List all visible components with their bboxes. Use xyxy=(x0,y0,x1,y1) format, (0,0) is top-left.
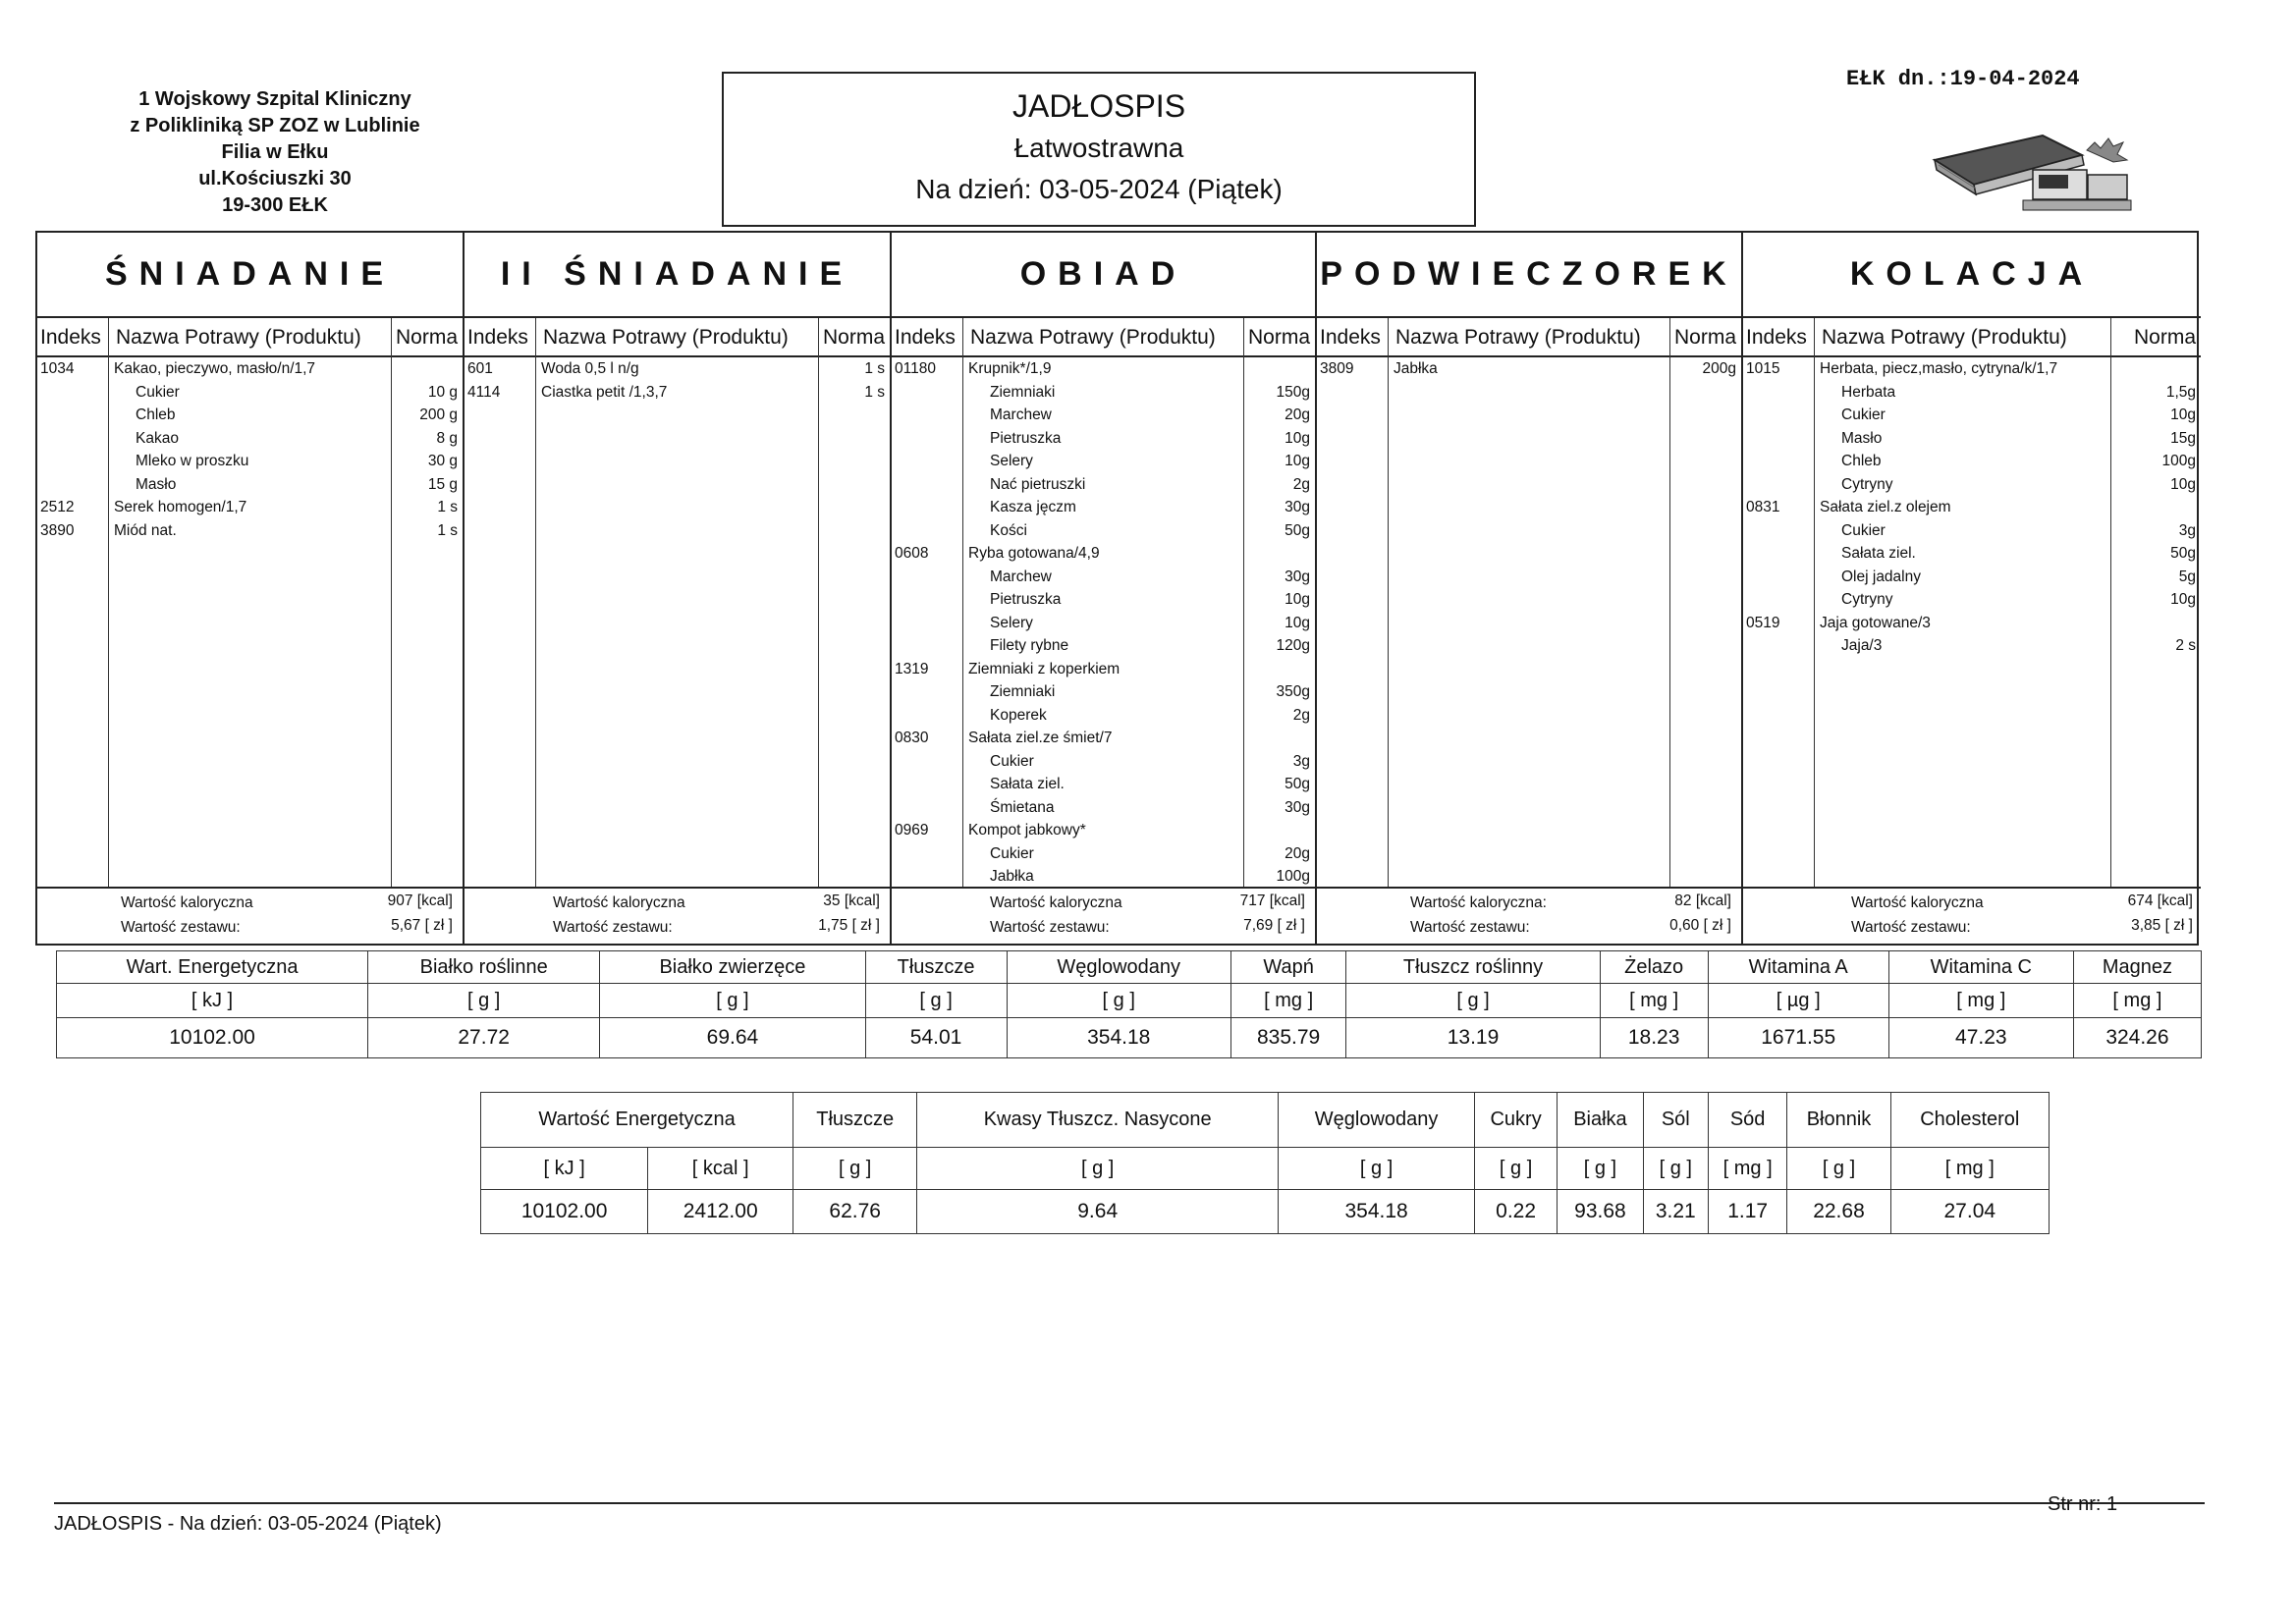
nutrient-value: 835.79 xyxy=(1230,1018,1346,1058)
item-index: 1015 xyxy=(1746,360,1780,377)
item-name: Kakao xyxy=(136,429,179,447)
item-norm: 120g xyxy=(1276,637,1310,654)
norm-header: Norma xyxy=(1673,326,1736,349)
name-header: Nazwa Potrawy (Produktu) xyxy=(1395,326,1641,349)
cost-value: 1,75 [ zł ] xyxy=(818,917,880,934)
nutrient-value: 54.01 xyxy=(865,1018,1007,1058)
cost-label: Wartość zestawu: xyxy=(990,919,1110,936)
nutrient-value: 354.18 xyxy=(1279,1190,1475,1234)
calorie-value: 674 [kcal] xyxy=(2127,893,2193,909)
menu-item xyxy=(892,589,1315,612)
item-norm: 10g xyxy=(1285,429,1310,447)
nutrient-unit: [ g ] xyxy=(368,984,600,1018)
item-name: Olej jadalny xyxy=(1841,568,1921,585)
item-index: 601 xyxy=(467,360,493,377)
nutrient-unit: [ mg ] xyxy=(1888,984,2073,1018)
item-name: Koperek xyxy=(990,706,1047,724)
item-norm: 2g xyxy=(1292,475,1310,493)
item-name: Selery xyxy=(990,453,1033,469)
nutrient-unit: [ g ] xyxy=(917,1148,1279,1190)
item-name: Jabłka xyxy=(1394,360,1438,377)
nutrient-header: Magnez xyxy=(2073,951,2201,984)
nutrient-value: 22.68 xyxy=(1787,1190,1890,1234)
item-norm: 20g xyxy=(1285,844,1310,862)
item-index: 0830 xyxy=(895,730,929,746)
menu-item xyxy=(892,520,1315,543)
menu-item xyxy=(1743,567,2201,589)
menu-item xyxy=(37,382,463,405)
item-name: Ziemniaki z koperkiem xyxy=(968,660,1121,677)
item-name: Mleko w proszku xyxy=(136,453,249,469)
nutrient-header: Węglowodany xyxy=(1279,1093,1475,1148)
item-norm: 30g xyxy=(1285,499,1310,515)
nutrient-header: Wartość Energetyczna xyxy=(481,1093,793,1148)
item-name: Ciastka petit /1,3,7 xyxy=(541,383,668,401)
norm-header: Norma xyxy=(395,326,458,349)
item-index: 2512 xyxy=(40,499,75,515)
item-name: Kości xyxy=(990,521,1027,539)
item-name: Nać pietruszki xyxy=(990,475,1086,493)
item-norm: 8 g xyxy=(436,429,458,447)
nutrient-unit: [ g ] xyxy=(1007,984,1230,1018)
item-norm: 100g xyxy=(1276,868,1310,885)
meal-column xyxy=(465,233,892,944)
item-index: 0519 xyxy=(1746,614,1780,631)
item-norm: 10g xyxy=(1285,591,1310,608)
nutrient-value: 10102.00 xyxy=(57,1018,368,1058)
menu-item xyxy=(892,681,1315,704)
item-name: Miód nat. xyxy=(114,521,177,539)
nutrient-unit: [ g ] xyxy=(1279,1148,1475,1190)
menu-item xyxy=(892,820,1315,842)
menu-item xyxy=(892,728,1315,750)
nutrient-value: 1.17 xyxy=(1708,1190,1787,1234)
menu-item xyxy=(1743,635,2201,658)
item-norm: 1 s xyxy=(864,383,885,401)
item-name: Sałata ziel.z olejem xyxy=(1820,499,1951,515)
item-norm: 10g xyxy=(2170,475,2196,493)
menu-item xyxy=(1743,520,2201,543)
menu-item xyxy=(892,543,1315,566)
hospital-line: Filia w Ełku xyxy=(221,141,329,163)
menu-item xyxy=(1743,382,2201,405)
meal-totals xyxy=(1317,887,1741,944)
meal-title: ŚNIADANIE xyxy=(37,233,463,318)
item-norm: 50g xyxy=(1285,521,1310,539)
index-header: Indeks xyxy=(895,326,956,349)
item-index: 0969 xyxy=(895,822,929,839)
menu-item xyxy=(892,358,1315,381)
item-norm: 30g xyxy=(1285,568,1310,585)
menu-item xyxy=(1743,589,2201,612)
item-norm: 3g xyxy=(2178,521,2196,539)
nutrient-unit: [ g ] xyxy=(1558,1148,1644,1190)
nutrient-unit: [ kcal ] xyxy=(648,1148,793,1190)
item-norm: 20g xyxy=(1285,406,1310,423)
nutrition-table-2 xyxy=(480,1092,2050,1234)
item-name: Pietruszka xyxy=(990,591,1062,608)
nutrient-value: 93.68 xyxy=(1558,1190,1644,1234)
item-norm: 350g xyxy=(1276,683,1310,700)
menu-item xyxy=(37,497,463,519)
calorie-label: Wartość kaloryczna xyxy=(1851,894,1984,911)
index-header: Indeks xyxy=(40,326,101,349)
menu-item xyxy=(37,358,463,381)
cost-label: Wartość zestawu: xyxy=(121,919,241,936)
menu-item xyxy=(1743,543,2201,566)
menu-item xyxy=(1743,474,2201,497)
menu-item xyxy=(37,405,463,427)
item-name: Jabłka xyxy=(990,868,1034,885)
item-norm: 1 s xyxy=(437,521,458,539)
meal-totals xyxy=(892,887,1315,944)
item-index: 3890 xyxy=(40,521,75,539)
cost-label: Wartość zestawu: xyxy=(553,919,673,936)
nutrient-value: 3.21 xyxy=(1643,1190,1708,1234)
column-headers xyxy=(465,318,890,357)
norm-header: Norma xyxy=(1247,326,1310,349)
item-index: 01180 xyxy=(895,360,936,377)
column-divider xyxy=(1388,318,1389,889)
item-name: Marchew xyxy=(990,568,1052,585)
item-norm: 10g xyxy=(1285,453,1310,469)
nutrient-value: 27.72 xyxy=(368,1018,600,1058)
item-norm: 50g xyxy=(1285,776,1310,792)
nutrient-header: Białka xyxy=(1558,1093,1644,1148)
nutrient-header: Białko roślinne xyxy=(368,951,600,984)
nutrient-unit: [ mg ] xyxy=(2073,984,2201,1018)
menu-item xyxy=(892,474,1315,497)
item-name: Sałata ziel.ze śmiet/7 xyxy=(968,730,1113,746)
nutrient-unit: [ g ] xyxy=(1643,1148,1708,1190)
item-name: Herbata, piecz,masło, cytryna/k/1,7 xyxy=(1820,360,2058,377)
nutrient-header: Tłuszcz roślinny xyxy=(1346,951,1600,984)
item-norm: 1 s xyxy=(864,360,885,377)
menu-item xyxy=(37,520,463,543)
item-index: 3809 xyxy=(1320,360,1354,377)
nutrient-unit: [ mg ] xyxy=(1890,1148,2049,1190)
menu-item xyxy=(465,358,890,381)
calorie-label: Wartość kaloryczna xyxy=(121,894,253,911)
meal-totals xyxy=(465,887,890,944)
menu-item xyxy=(37,451,463,473)
menu-item xyxy=(892,497,1315,519)
hospital-line: 19-300 EŁK xyxy=(222,194,328,216)
nutrient-value: 1671.55 xyxy=(1708,1018,1888,1058)
item-name: Ziemniaki xyxy=(990,383,1056,401)
nutrient-unit: [ mg ] xyxy=(1600,984,1708,1018)
menu-item xyxy=(892,567,1315,589)
item-name: Masło xyxy=(1841,429,1883,447)
nutrient-value: 62.76 xyxy=(793,1190,917,1234)
item-norm: 150g xyxy=(1276,383,1310,401)
cost-value: 7,69 [ zł ] xyxy=(1243,917,1305,934)
title-box xyxy=(722,72,1476,227)
cost-value: 3,85 [ zł ] xyxy=(2131,917,2193,934)
item-name: Masło xyxy=(136,475,177,493)
nutrient-header: Wapń xyxy=(1230,951,1346,984)
item-name: Cukier xyxy=(990,844,1034,862)
menu-item xyxy=(892,774,1315,796)
index-header: Indeks xyxy=(1320,326,1381,349)
menu-item xyxy=(1317,358,1741,381)
item-name: Cytryny xyxy=(1841,475,1893,493)
item-name: Filety rybne xyxy=(990,637,1069,654)
item-norm: 30 g xyxy=(427,453,458,469)
nutrient-unit: [ kJ ] xyxy=(57,984,368,1018)
item-norm: 10 g xyxy=(427,383,458,401)
nutrient-header: Węglowodany xyxy=(1007,951,1230,984)
menu-item xyxy=(892,797,1315,820)
nutrient-header: Witamina A xyxy=(1708,951,1888,984)
meal-totals xyxy=(37,887,463,944)
norm-header: Norma xyxy=(2133,326,2196,349)
menu-item xyxy=(892,405,1315,427)
item-norm: 10g xyxy=(1285,614,1310,631)
item-name: Kompot jabkowy* xyxy=(968,822,1086,839)
nutrient-unit: [ g ] xyxy=(1787,1148,1890,1190)
meal-title: II ŚNIADANIE xyxy=(465,233,890,318)
menu-item xyxy=(892,843,1315,866)
cost-label: Wartość zestawu: xyxy=(1851,919,1971,936)
menu-item xyxy=(1743,358,2201,381)
nutrient-header: Tłuszcze xyxy=(793,1093,917,1148)
item-name: Selery xyxy=(990,614,1033,631)
item-norm: 10g xyxy=(2170,591,2196,608)
nutrient-unit: [ g ] xyxy=(1475,1148,1558,1190)
name-header: Nazwa Potrawy (Produktu) xyxy=(543,326,789,349)
name-header: Nazwa Potrawy (Produktu) xyxy=(970,326,1216,349)
item-name: Jaja/3 xyxy=(1841,637,1883,654)
menu-item xyxy=(1743,428,2201,451)
cost-label: Wartość zestawu: xyxy=(1410,919,1530,936)
nutrient-header: Białko zwierzęce xyxy=(600,951,865,984)
item-name: Herbata xyxy=(1841,383,1896,401)
nutrient-unit: [ g ] xyxy=(865,984,1007,1018)
nutrient-header: Kwasy Tłuszcz. Nasycone xyxy=(917,1093,1279,1148)
column-headers xyxy=(892,318,1315,357)
nutrient-header: Tłuszcze xyxy=(865,951,1007,984)
item-name: Śmietana xyxy=(990,798,1055,816)
nutrient-value: 10102.00 xyxy=(481,1190,648,1234)
item-norm: 3g xyxy=(1292,752,1310,770)
item-name: Ziemniaki xyxy=(990,683,1056,700)
meal-column xyxy=(1317,233,1743,944)
item-name: Krupnik*/1,9 xyxy=(968,360,1052,377)
menu-item xyxy=(892,635,1315,658)
item-name: Pietruszka xyxy=(990,429,1062,447)
item-norm: 15g xyxy=(2170,429,2196,447)
menu-item xyxy=(892,659,1315,681)
item-name: Marchew xyxy=(990,406,1052,423)
column-headers xyxy=(1743,318,2201,357)
item-name: Cytryny xyxy=(1841,591,1893,608)
item-norm: 200g xyxy=(1702,360,1736,377)
meal-totals xyxy=(1743,887,2201,944)
calorie-value: 82 [kcal] xyxy=(1674,893,1731,909)
nutrient-header: Sól xyxy=(1643,1093,1708,1148)
hospital-line: z Polikliniką SP ZOZ w Lublinie xyxy=(130,115,420,136)
diet-name: Łatwostrawna xyxy=(1013,133,1184,163)
menu-item xyxy=(37,428,463,451)
cost-value: 5,67 [ zł ] xyxy=(391,917,453,934)
item-name: Cukier xyxy=(136,383,180,401)
nutrient-value: 27.04 xyxy=(1890,1190,2049,1234)
item-norm: 1 s xyxy=(437,499,458,515)
document-title: JADŁOSPIS xyxy=(1011,88,1186,124)
menu-item xyxy=(892,382,1315,405)
item-name: Woda 0,5 l n/g xyxy=(541,360,639,377)
nutrient-unit: [ µg ] xyxy=(1708,984,1888,1018)
item-index: 1034 xyxy=(40,360,75,377)
nutrient-value: 9.64 xyxy=(917,1190,1279,1234)
menu-table xyxy=(35,231,2199,946)
nutrient-header: Sód xyxy=(1708,1093,1787,1148)
item-name: Cukier xyxy=(1841,406,1886,423)
meal-title: OBIAD xyxy=(892,233,1315,318)
menu-item xyxy=(892,428,1315,451)
menu-item xyxy=(37,474,463,497)
nutrient-value: 0.22 xyxy=(1475,1190,1558,1234)
item-norm: 5g xyxy=(2178,568,2196,585)
nutrient-header: Wart. Energetyczna xyxy=(57,951,368,984)
book-computer-icon xyxy=(1925,116,2151,214)
menu-item xyxy=(892,613,1315,635)
page-number: Str nr: 1 xyxy=(2048,1493,2118,1515)
meal-title: KOLACJA xyxy=(1743,233,2201,318)
cost-value: 0,60 [ zł ] xyxy=(1669,917,1731,934)
nutrient-value: 18.23 xyxy=(1600,1018,1708,1058)
hospital-address xyxy=(59,86,491,219)
item-name: Ryba gotowana/4,9 xyxy=(968,545,1100,562)
column-divider xyxy=(1669,318,1670,889)
nutrient-value: 354.18 xyxy=(1007,1018,1230,1058)
item-name: Sałata ziel. xyxy=(990,776,1065,792)
item-index: 1319 xyxy=(895,660,929,677)
calorie-value: 35 [kcal] xyxy=(823,893,880,909)
item-name: Kakao, pieczywo, masło/n/1,7 xyxy=(114,360,316,377)
menu-item xyxy=(465,382,890,405)
nutrient-unit: [ g ] xyxy=(1346,984,1600,1018)
menu-item xyxy=(1743,451,2201,473)
meal-column xyxy=(37,233,465,944)
nutrient-value: 47.23 xyxy=(1888,1018,2073,1058)
nutrient-header: Cholesterol xyxy=(1890,1093,2049,1148)
nutrient-unit: [ kJ ] xyxy=(481,1148,648,1190)
nutrient-unit: [ g ] xyxy=(793,1148,917,1190)
nutrient-header: Witamina C xyxy=(1888,951,2073,984)
item-name: Serek homogen/1,7 xyxy=(114,499,247,515)
item-name: Chleb xyxy=(136,406,176,423)
nutrient-value: 2412.00 xyxy=(648,1190,793,1234)
footer-divider xyxy=(54,1502,2205,1504)
item-index: 4114 xyxy=(467,383,501,401)
hospital-line: 1 Wojskowy Szpital Kliniczny xyxy=(138,88,411,110)
column-headers xyxy=(1317,318,1741,357)
meal-column xyxy=(892,233,1317,944)
menu-date: Na dzień: 03-05-2024 (Piątek) xyxy=(915,174,1283,204)
hospital-line: ul.Kościuszki 30 xyxy=(198,168,352,189)
menu-item xyxy=(1743,497,2201,519)
menu-item xyxy=(892,866,1315,889)
menu-item xyxy=(1743,613,2201,635)
item-norm: 15 g xyxy=(427,475,458,493)
menu-item xyxy=(892,705,1315,728)
column-headers xyxy=(37,318,463,357)
place-date: EŁK dn.:19-04-2024 xyxy=(1846,67,2080,91)
nutrient-value: 324.26 xyxy=(2073,1018,2201,1058)
item-norm: 100g xyxy=(2161,453,2196,469)
item-name: Cukier xyxy=(1841,521,1886,539)
nutrient-unit: [ mg ] xyxy=(1230,984,1346,1018)
item-norm: 30g xyxy=(1285,798,1310,816)
menu-item xyxy=(1743,405,2201,427)
nutrition-table-1 xyxy=(56,950,2202,1058)
index-header: Indeks xyxy=(1746,326,1807,349)
item-index: 0608 xyxy=(895,545,929,562)
item-norm: 1,5g xyxy=(2165,383,2196,401)
item-name: Cukier xyxy=(990,752,1034,770)
item-norm: 200 g xyxy=(419,406,458,423)
meal-title: PODWIECZOREK xyxy=(1317,233,1741,318)
item-name: Jaja gotowane/3 xyxy=(1820,614,1931,631)
item-norm: 10g xyxy=(2170,406,2196,423)
calorie-value: 717 [kcal] xyxy=(1239,893,1305,909)
calorie-label: Wartość kaloryczna: xyxy=(1410,894,1547,911)
item-name: Chleb xyxy=(1841,453,1882,469)
calorie-label: Wartość kaloryczna xyxy=(553,894,685,911)
item-norm: 2 s xyxy=(2175,637,2196,654)
nutrient-unit: [ mg ] xyxy=(1708,1148,1787,1190)
calorie-value: 907 [kcal] xyxy=(387,893,453,909)
nutrient-value: 13.19 xyxy=(1346,1018,1600,1058)
calorie-label: Wartość kaloryczna xyxy=(990,894,1122,911)
meal-column xyxy=(1743,233,2201,944)
item-norm: 2g xyxy=(1292,706,1310,724)
name-header: Nazwa Potrawy (Produktu) xyxy=(1822,326,2067,349)
menu-item xyxy=(892,451,1315,473)
norm-header: Norma xyxy=(822,326,885,349)
name-header: Nazwa Potrawy (Produktu) xyxy=(116,326,361,349)
item-name: Sałata ziel. xyxy=(1841,545,1916,562)
nutrient-header: Cukry xyxy=(1475,1093,1558,1148)
nutrient-value: 69.64 xyxy=(600,1018,865,1058)
item-index: 0831 xyxy=(1746,499,1780,515)
index-header: Indeks xyxy=(467,326,528,349)
nutrient-unit: [ g ] xyxy=(600,984,865,1018)
menu-item xyxy=(892,751,1315,774)
item-name: Kasza jęczm xyxy=(990,499,1076,515)
nutrient-header: Błonnik xyxy=(1787,1093,1890,1148)
nutrient-header: Żelazo xyxy=(1600,951,1708,984)
footer-text: JADŁOSPIS - Na dzień: 03-05-2024 (Piątek) xyxy=(54,1513,442,1535)
item-norm: 50g xyxy=(2170,545,2196,562)
